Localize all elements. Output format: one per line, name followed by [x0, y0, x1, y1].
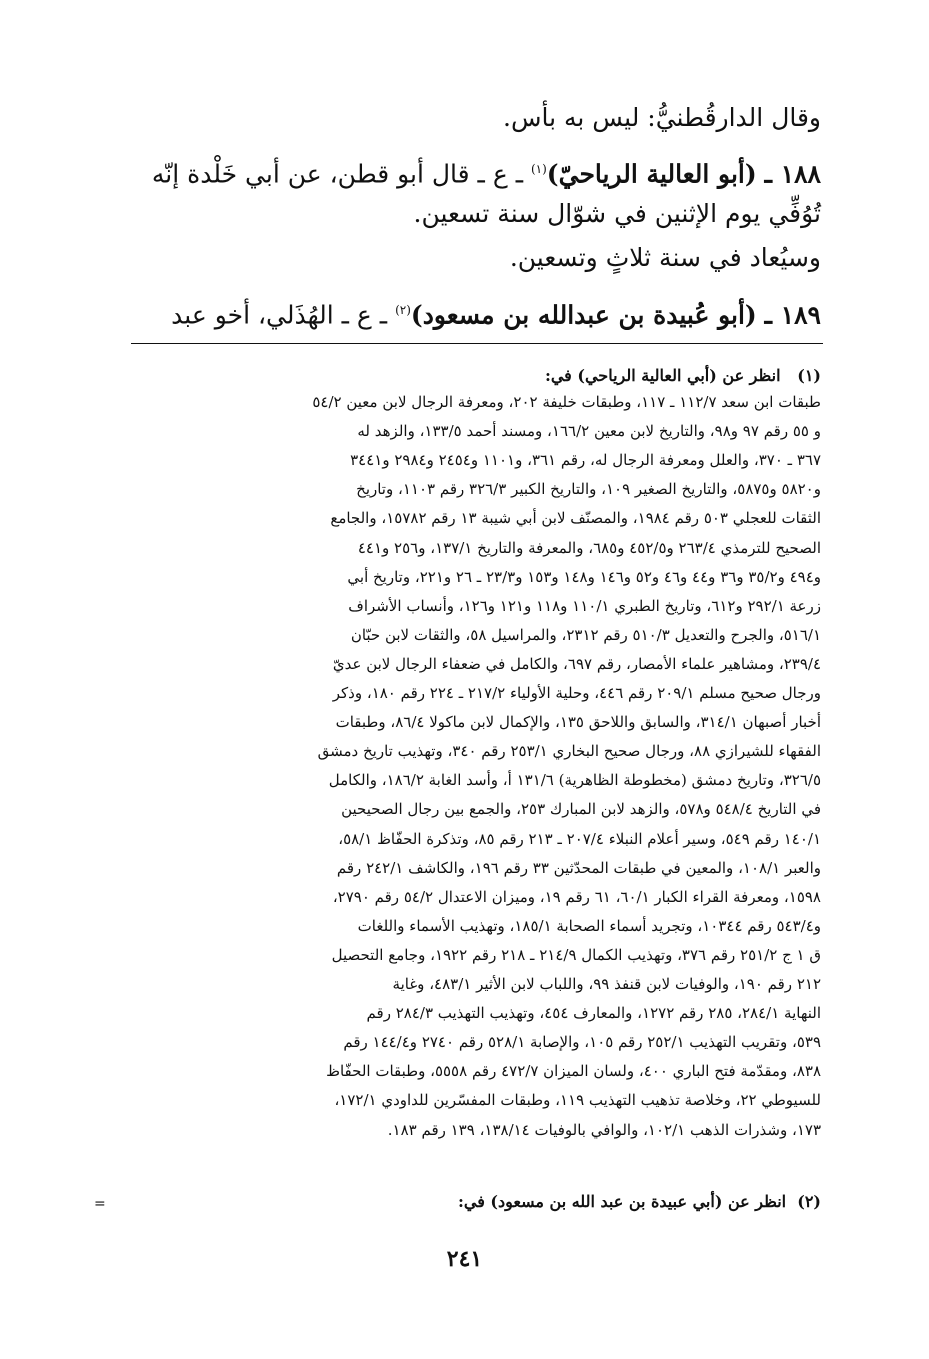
- footnote-1-line: ١٤٠/١ رقم ٥٤٩، وسير أعلام النبلاء ٢٠٧/٤ ـ ٢١٣ رقم ٨٥، وتذكرة الحفّاظ ٥٨/١،: [338, 829, 821, 848]
- footnote-1-intro: انظر عن (أبي العالية الرياحي) في:: [544, 366, 781, 385]
- entry-188-line-2: تُوُفِّي يوم الإثنين في شوّال سنة تسعين.: [413, 199, 821, 228]
- footnote-1-line: ٥٣٩، وتقريب التهذيب ٢٥٢/١ رقم ١٠٥، والإصابة ٥٢٨/١ رقم ٢٧٤٠ و١٤٤/٤ رقم: [343, 1033, 821, 1052]
- entry-188-text: ـ ع ـ قال أبو قطن، عن أبي خَلْدة إنّه: [151, 159, 531, 189]
- footnote-1-line: و٥٤٣/٤ رقم ١٠٣٤٤، وتجريد أسماء الصحابة ١٨٥/١، وتهذيب الأسماء واللغات: [357, 916, 821, 935]
- entry-189-name: (أبو عُبيدة بن عبدالله بن مسعود): [410, 300, 757, 330]
- footnote-1-line: والعبر ١٠٨/١، والمعين في طبقات المحدّثين ٣٣ رقم ١٩٦، والكاشف ٢٤٢/١ رقم: [336, 858, 821, 877]
- entry-188-footnote-ref: (١): [530, 162, 547, 176]
- footnote-1-line: طبقات ابن سعد ١١٢/٧ ـ ١١٧، وطبقات خليفة ٢٠٢، ومعرفة الرجال لابن معين ٥٤/٢: [312, 393, 821, 411]
- entry-189-footnote-ref: (٢): [395, 303, 411, 317]
- entry-189-heading: [171, 292, 821, 333]
- footnote-1-line: و٤٩٤ و٣٥/٢ و٣٦ و٤٤ و٤٦ و٥٢ و١٤٦ و١٤٨ و١٥٣ و٢٣/٣ ـ ٢٦ و٢٢١، وتاريخ أبي: [347, 567, 821, 586]
- entry-189-number: ١٨٩ ـ: [764, 300, 821, 330]
- footnote-1-line: الصحيح للترمذي ٢٦٣/٤ و٤٥٢/٥ و٦٨٥، والمعرفة والتاريخ ١٣٧/١، و٢٥٦ و٤٤١: [357, 538, 821, 557]
- entry-188-line-3: وسيُعاد في سنة ثلاثٍ وتسعين.: [509, 243, 821, 272]
- footnote-1-line: ١٧٣، وشذرات الذهب ١٠٢/١، والوافي بالوفيات ١٣٨/١٤، ١٣٩ رقم ١٨٣.: [387, 1120, 821, 1139]
- main-text-line-1: وقال الدارقُطنيُّ: ليس به بأس.: [503, 103, 821, 132]
- footnote-1-line: في التاريخ ٥٤٨/٤ و٥٧٨، والزهد لابن المبارك ٢٥٣، والجمع بين رجال الصحيحين: [341, 800, 821, 819]
- footnote-1-line: الثقات للعجلي ٥٠٣ رقم ١٩٨٤، والمصنّف لابن أبي شيبة ١٣ رقم ١٥٧٨٢، والجامع: [330, 509, 821, 528]
- footnote-1-heading: [545, 364, 821, 388]
- footnote-1-line: للسيوطي ٢٢، وخلاصة تذهيب التهذيب ١١٩، وطبقات المفسّرين للداودي ١٧٢/١،: [334, 1091, 821, 1110]
- footnote-1-line: و ٥٥ رقم ٩٧ و٩٨، والتاريخ لابن معين ١٦٦/٢، ومسند أحمد ١٣٣/٥، والزهد له: [357, 422, 821, 441]
- page-number: ٢٤١: [446, 1246, 483, 1272]
- footnote-1-line: ٢١٢ رقم ١٩٠، والوفيات لابن قنفذ ٩٩، واللباب لابن الأثير ٤٨٣/١، وغاية: [392, 975, 821, 993]
- footnote-2-intro: انظر عن (أبي عبيدة بن عبد الله بن مسعود) في:: [457, 1192, 787, 1211]
- entry-188-number: ١٨٨ ـ: [764, 159, 821, 189]
- footnote-2-heading: [458, 1190, 821, 1214]
- footnote-1-line: ٢٣٩/٤، ومشاهير علماء الأمصار، رقم ٦٩٧، والكامل في ضعفاء الرجال لابن عديّ: [332, 654, 821, 673]
- footnote-2-label: (٢): [797, 1192, 821, 1211]
- footnote-1-line: ٨٣٨، ومقدّمة فتح الباري ٤٠٠، ولسان الميزان ٤٧٢/٧ رقم ٥٥٥٨، وطبقات الحفّاظ: [326, 1062, 821, 1081]
- footnote-1-line: ٥١٦/١، والجرح والتعديل ٥١٠/٣ رقم ٢٣١٢، والمراسيل ٥٨، والثقات لابن حبّان: [350, 625, 821, 644]
- entry-188-name: (أبو العالية الرياحيّ): [546, 159, 757, 189]
- footnote-1-line: ٣٢٦/٥، وتاريخ دمشق (مخطوطة الظاهرية) ١٣١/٦ أ، وأسد الغابة ١٨٦/٢، والكامل: [328, 771, 821, 790]
- footnote-1-line: أخبار أصبهان ٣١٤/١، والسابق واللاحق ١٣٥، والإكمال لابن ماكولا ٨٦/٤، وطبقات: [335, 713, 821, 732]
- footnote-1-line: ١٥٩٨، ومعرفة القراء الكبار ٦٠/١، ٦١ رقم ١٩، وميزان الاعتدال ٥٤/٢ رقم ٢٧٩٠،: [332, 887, 821, 906]
- footnote-1-line: و٥٨٢٠ و٥٨٧٥، والتاريخ الصغير ١٠٩، والتاريخ الكبير ٣٢٦/٣ رقم ١١٠٣، وتاريخ: [356, 480, 821, 499]
- footnote-1-line: النهاية ٢٨٤/١، ٢٨٥ رقم ١٢٧٢، والمعارف ٤٥٤، وتهذيب التهذيب ٢٨٤/٣ رقم: [366, 1004, 821, 1023]
- entry-188-heading: [152, 151, 821, 192]
- continuation-mark: =: [94, 1196, 106, 1212]
- footnote-1-line: ٣٦٧ ـ ٣٧٠، والعلل ومعرفة الرجال له، رقم ٣٦١، و١١٠١ و٢٤٥٤ و٢٩٨٤ و٣٤٤١: [350, 451, 821, 470]
- footnote-1-line: ورجال صحيح مسلم ٢٠٩/١ رقم ٤٤٦، وحلية الأولياء ٢١٧/٢ ـ ٢٢٤ رقم ١٨٠، وذكر: [332, 684, 821, 702]
- footnote-1-line: الفقهاء للشيرازي ٨٨، ورجال صحيح البخاري ٢٥٣/١ رقم ٣٤٠، وتهذيب تاريخ دمشق: [317, 742, 821, 761]
- entry-189-text: ـ ع ـ الهُذَلي، أخو عبد: [171, 300, 396, 330]
- footnote-separator: [131, 343, 823, 344]
- footnote-1-line: زرعة ٢٩٢/١ و٦١٢، وتاريخ الطبري ١١٠/١ و١١٨ و١٢١ و١٢٦، وأنساب الأشراف: [348, 596, 821, 615]
- footnote-1-line: ق ١ ج ٢٥١/٢ رقم ٣٧٦، وتهذيب الكمال ٢١٤/٩ ـ ٢١٨ رقم ١٩٢٢، وجامع التحصيل: [331, 945, 821, 964]
- footnote-1-label: (١): [797, 366, 821, 385]
